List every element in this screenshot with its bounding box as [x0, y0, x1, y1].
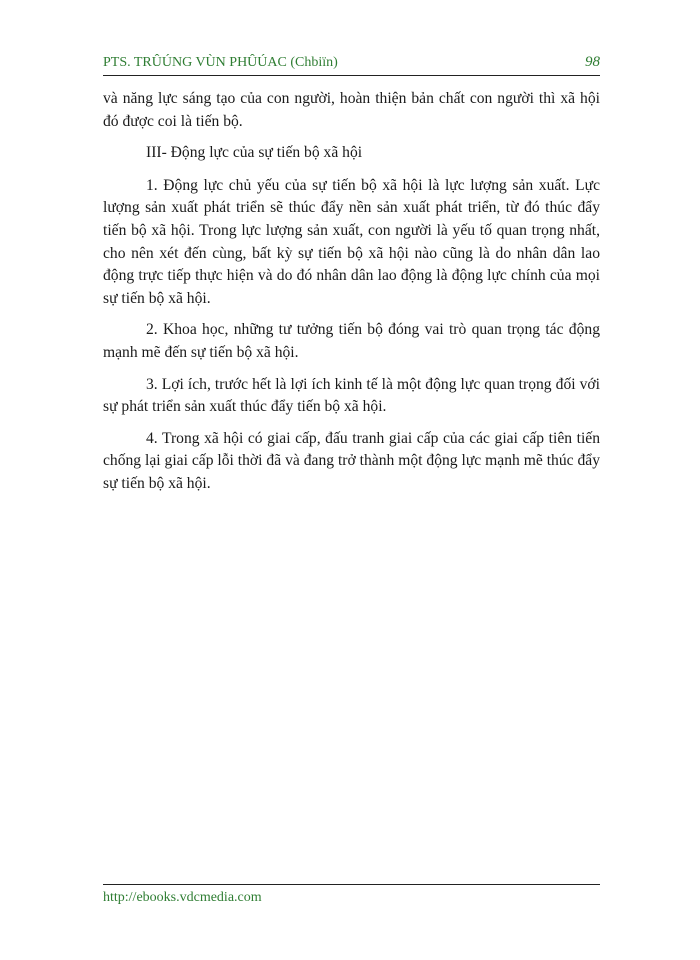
paragraph-item-1: 1. Động lực chủ yếu của sự tiến bộ xã hội là lực lượng sản xuất. Lực lượng sản xuất phát triển sẽ thúc đẩy nền sản xuất phát triển, từ đó thúc đẩy tiến bộ xã hội. Trong lực lượng sản xuất, con người là yếu tố quan trọng nhất, cho nên xét đến cùng, bất kỳ sự tiến bộ xã hội nào cũng là do nhân dân lao động trực tiếp thực hiện và do đó nhân dân lao động là động lực chính của mọi sự tiến bộ xã hội. — [103, 176, 600, 307]
paragraph-item-4: 4. Trong xã hội có giai cấp, đấu tranh giai cấp của các giai cấp tiên tiến chống lại giai cấp lỗi thời đã và đang trở thành một động lực mạnh mẽ thúc đẩy sự tiến bộ xã hội. — [103, 429, 600, 492]
page-number: 98 — [585, 54, 600, 70]
paragraph-continuation: và năng lực sáng tạo của con người, hoàn thiện bản chất con người thì xã hội đó được coi là tiến bộ. — [103, 90, 600, 130]
paragraph-item-3: 3. Lợi ích, trước hết là lợi ích kinh tế là một động lực quan trọng đối với sự phát triển sản xuất thúc đẩy tiến bộ xã hội. — [103, 375, 600, 416]
page-header — [103, 54, 600, 74]
body-text — [103, 88, 600, 505]
footer-url-link[interactable]: http://ebooks.vdcmedia.com — [103, 890, 262, 905]
document-page — [103, 0, 600, 960]
header-divider — [103, 75, 600, 76]
running-title: PTS. TRÛÚNG VÙN PHÛÚAC (Chbiïn) — [103, 55, 338, 70]
paragraph-item-2: 2. Khoa học, những tư tưởng tiến bộ đóng vai trò quan trọng tác động mạnh mẽ đến sự tiến bộ xã hội. — [103, 321, 600, 361]
footer-divider — [103, 884, 600, 885]
section-heading: III- Động lực của sự tiến bộ xã hội — [146, 144, 363, 162]
